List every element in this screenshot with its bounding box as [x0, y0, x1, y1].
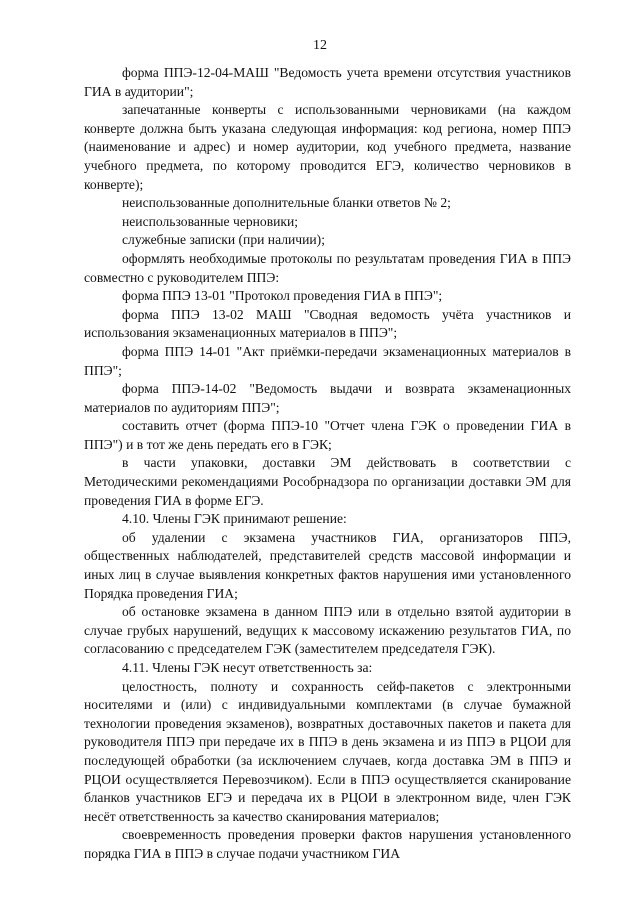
- paragraph-sealed-envelopes: запечатанные конверты с использованными черновиками (на каждом конверте должна быть указана следующая информация: код региона, номер ППЭ (наименование и адрес) и номер аудитории, код учебного предмета, название учебного предмета, по которому проводится ЕГЭ, количество черновиков в конверте);: [84, 102, 571, 192]
- paragraph-form-14-02: форма ППЭ-14-02 "Ведомость выдачи и возврата экзаменационных материалов по аудиториям ППЭ";: [84, 381, 571, 415]
- section-4-10-heading: 4.10. Члены ГЭК принимают решение:: [122, 511, 347, 527]
- paragraph-packaging: в части упаковки, доставки ЭМ действовать в соответствии с Методическими рекомендациями Рособрнадзора по организации доставки ЭМ для проведения ГИА в форме ЕГЭ.: [84, 455, 571, 508]
- paragraph-unused-drafts: неиспользованные черновики;: [122, 213, 299, 229]
- paragraph-integrity: целостность, полноту и сохранность сейф-пакетов с электронными носителями и (или) с индивидуальными комплектами (в случае бумажной технологии проведения экзаменов), возвратных доставочных пакетов и пакета для руководителя ППЭ при передаче их в ППЭ в день экзамена и из ППЭ в РЦОИ для последующей обработки (за исключением случаев, когда доставка ЭМ в ППЭ и РЦОИ осуществляется Перевозчиком). Если в ППЭ осуществляется сканирование бланков участников ЕГЭ и передача их в РЦОИ в электронном виде, член ГЭК несёт ответственность за качество сканирования материалов;: [84, 678, 571, 824]
- section-4-11-heading: 4.11. Члены ГЭК несут ответственность за:: [122, 660, 373, 675]
- paragraph-timeliness: своевременность проведения проверки фактов нарушения установленного порядка ГИА в ППЭ в случае подачи участником ГИА: [84, 827, 571, 861]
- page-number: 12: [313, 38, 327, 53]
- paragraph-report: составить отчет (форма ППЭ-10 "Отчет члена ГЭК о проведении ГИА в ППЭ") и в тот же день передать его в ГЭК;: [84, 418, 571, 452]
- paragraph-service-notes: служебные записки (при наличии);: [122, 232, 325, 248]
- paragraph-form-12-04: форма ППЭ-12-04-МАШ "Ведомость учета времени отсутствия участников ГИА в аудитории";: [84, 65, 571, 99]
- paragraph-unused-answer-sheets: неиспользованные дополнительные бланки ответов № 2;: [122, 195, 451, 211]
- paragraph-removal: об удалении с экзамена участников ГИА, организаторов ППЭ, общественных наблюдателей, представителей средств массовой информации и иных лиц в случае выявления конкретных фактов нарушения ими установленного Порядка проведения ГИА;: [84, 529, 571, 601]
- paragraph-stop-exam: об остановке экзамена в данном ППЭ или в отдельно взятой аудитории в случае грубых нарушений, ведущих к массовому искажению результатов ГИА, по согласованию с председателем ГЭК (заместителем председателя ГЭК).: [84, 604, 571, 657]
- paragraph-form-13-01: форма ППЭ 13-01 "Протокол проведения ГИА в ППЭ";: [122, 288, 443, 304]
- document-body: [84, 64, 571, 864]
- paragraph-form-14-01: форма ППЭ 14-01 "Акт приёмки-передачи экзаменационных материалов в ППЭ";: [84, 343, 571, 378]
- paragraph-form-13-02: форма ППЭ 13-02 МАШ "Сводная ведомость учёта участников и использования экзаменационных материалов в ППЭ";: [84, 306, 571, 341]
- paragraph-protocols: оформлять необходимые протоколы по результатам проведения ГИА в ППЭ совместно с руководителем ППЭ:: [84, 250, 571, 285]
